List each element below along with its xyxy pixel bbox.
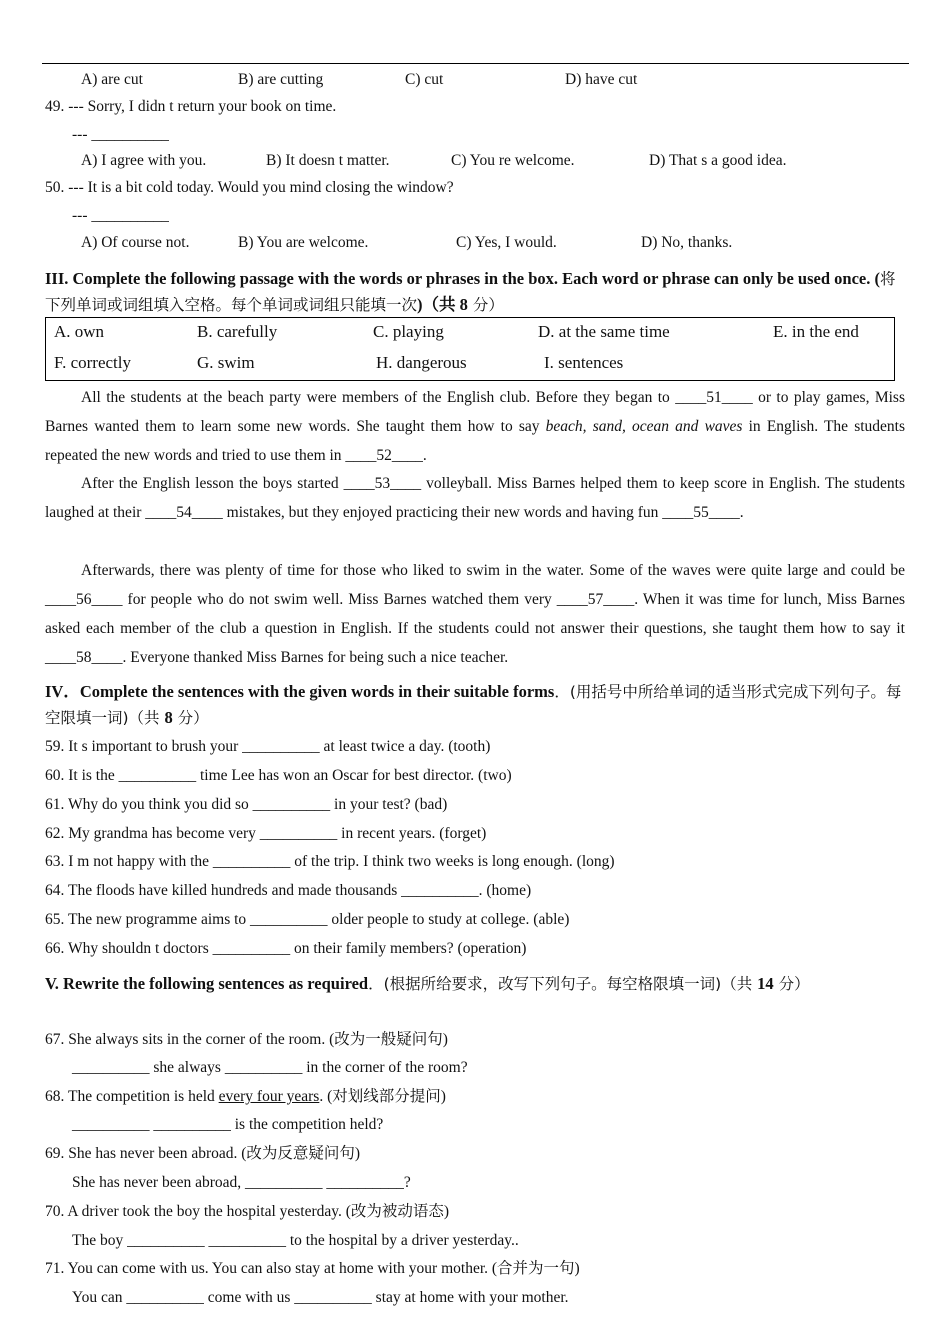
option-d: D) have cut <box>565 71 638 88</box>
option-b: B) It doesn t matter. <box>266 152 390 169</box>
q50-question: 50. --- It is a bit cold today. Would you mind closing the window? <box>45 179 454 196</box>
q68: 68. The competition is held every four years. (对划线部分提问) <box>45 1088 446 1105</box>
q71-answer: You can __________ come with us __________ stay at home with your mother. <box>72 1289 569 1306</box>
passage-paragraph-3: Afterwards, there was plenty of time for those who liked to swim in the water. Some of the waves were quite large and could be ____56____ for people who do not swim well. Miss Barnes watched them very ____57____. When it was time for lunch, Miss Barnes asked each member of the club a question in English. If the students could not answer their questions, she taught them how to say it ____58____. Everyone thanked Miss Barnes for being such a nice teacher. <box>45 562 905 666</box>
word-option: F. correctly <box>54 353 131 372</box>
passage-paragraph-1: All the students at the beach party were members of the English club. Before they began to ____51____ or to play games, Miss Barnes wanted them to learn some new words. She taught them how to say beach, sand, ocean and waves in English. The students repeated the new words and tried to use them in ____52____. <box>45 389 905 464</box>
option-a: A) I agree with you. <box>81 152 207 169</box>
option-c: C) You re welcome. <box>451 152 575 169</box>
underlined-phrase: every four years <box>218 1088 320 1105</box>
passage-paragraph-2: After the English lesson the boys started ____53____ volleyball. Miss Barnes helped them to keep score in English. The students laughed at their ____54____ mistakes, but they enjoyed practicing their new words and having fun ____55____. <box>45 475 905 521</box>
q71: 71. You can come with us. You can also stay at home with your mother. (合并为一句) <box>45 1260 580 1277</box>
word-option: B. carefully <box>197 322 278 341</box>
q50-answer-line: --- __________ <box>72 207 169 224</box>
word-option: G. swim <box>197 353 255 372</box>
section3-heading: III. Complete the following passage with the words or phrases in the box. Each word or phrase can only be used once. (将下列单词或词组填入空格。每个单词或词组只能填一次)（共 8 分） <box>45 269 896 314</box>
header-rule <box>42 63 909 64</box>
question-item: 59. It s important to brush your __________ at least twice a day. (tooth) <box>45 738 491 755</box>
option-d: D) No, thanks. <box>641 234 733 251</box>
q67: 67. She always sits in the corner of the room. (改为一般疑问句) <box>45 1031 448 1048</box>
section5-heading: V. Rewrite the following sentences as required．(根据所给要求，改写下列句子。每空格限填一词)（共 14 分） <box>45 974 810 993</box>
word-option: C. playing <box>373 322 444 341</box>
question-item: 65. The new programme aims to __________ older people to study at college. (able) <box>45 911 570 928</box>
section4-heading: IV．Complete the sentences with the given words in their suitable forms．(用括号中所给单词的适当形式完成下列句子。每空限填一词)（共 8 分） <box>45 682 902 727</box>
q67-answer: __________ she always __________ in the corner of the room? <box>72 1059 468 1076</box>
word-option: E. in the end <box>773 322 859 341</box>
question-item: 63. I m not happy with the __________ of the trip. I think two weeks is long enough. (long) <box>45 853 615 870</box>
q70-answer: The boy __________ __________ to the hospital by a driver yesterday.. <box>72 1232 519 1249</box>
question-item: 64. The floods have killed hundreds and made thousands __________. (home) <box>45 882 532 899</box>
q69: 69. She has never been abroad. (改为反意疑问句) <box>45 1145 361 1162</box>
question-item: 60. It is the __________ time Lee has won an Oscar for best director. (two) <box>45 767 512 784</box>
option-d: D) That s a good idea. <box>649 152 787 169</box>
word-option: H. dangerous <box>376 353 467 372</box>
word-box <box>45 317 895 381</box>
option-c: C) cut <box>405 71 444 88</box>
word-option: I. sentences <box>544 353 624 372</box>
question-item: 66. Why shouldn t doctors __________ on their family members? (operation) <box>45 940 527 957</box>
option-a: A) are cut <box>81 71 143 88</box>
q68-answer: __________ __________ is the competition held? <box>72 1116 384 1133</box>
q69-answer: She has never been abroad, __________ __________? <box>72 1174 411 1191</box>
option-c: C) Yes, I would. <box>456 234 557 251</box>
q70: 70. A driver took the boy the hospital yesterday. (改为被动语态) <box>45 1203 450 1220</box>
word-option: A. own <box>54 322 105 341</box>
option-b: B) You are welcome. <box>238 234 369 251</box>
word-option: D. at the same time <box>538 322 670 341</box>
question-item: 61. Why do you think you did so __________ in your test? (bad) <box>45 796 448 813</box>
q49-question: 49. --- Sorry, I didn t return your book on time. <box>45 98 337 115</box>
option-b: B) are cutting <box>238 71 324 88</box>
option-a: A) Of course not. <box>81 234 190 251</box>
question-item: 62. My grandma has become very __________ in recent years. (forget) <box>45 825 487 842</box>
q49-answer-line: --- __________ <box>72 126 169 143</box>
